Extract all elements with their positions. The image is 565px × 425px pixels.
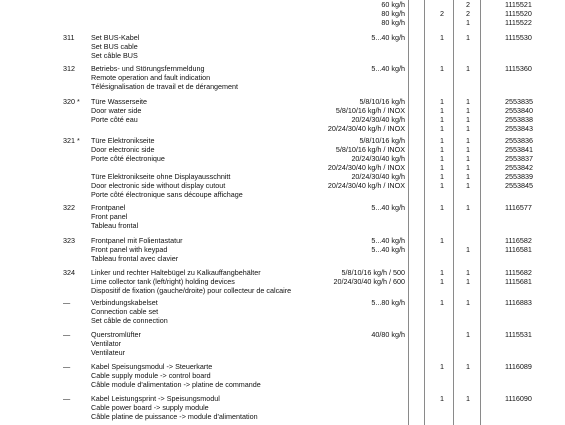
quantity-b: 1	[466, 181, 470, 190]
quantity-b: 2	[466, 0, 470, 9]
quantity-a: 1	[440, 136, 444, 145]
table-row	[0, 268, 565, 277]
specification: 20/24/30/40 kg/h / INOX	[327, 163, 405, 172]
part-number: 1115681	[505, 277, 532, 286]
description: Connection cable set	[91, 307, 159, 316]
part-number: 1116883	[505, 298, 532, 307]
quantity-a: 1	[440, 236, 444, 245]
table-row	[0, 42, 565, 51]
table-row	[0, 286, 565, 295]
table-row	[0, 181, 565, 190]
description: Lime collector tank (left/right) holding devices	[91, 277, 235, 286]
quantity-a: 1	[440, 33, 444, 42]
table-row	[0, 0, 565, 9]
quantity-b: 1	[466, 203, 470, 212]
position-number: 323	[63, 236, 75, 245]
table-row	[0, 348, 565, 357]
quantity-b: 1	[466, 18, 470, 27]
description: Frontpanel	[91, 203, 126, 212]
position-number: 312	[63, 64, 75, 73]
quantity-a: 1	[440, 203, 444, 212]
part-number: 1116581	[505, 245, 532, 254]
specification: 80 kg/h	[381, 18, 405, 27]
quantity-a: 1	[440, 124, 444, 133]
table-row	[0, 371, 565, 380]
description: Door water side	[91, 106, 142, 115]
table-row	[0, 33, 565, 42]
description: Querstromlüfter	[91, 330, 141, 339]
description: Linker und rechter Haltebügel zu Kalkauffangbehälter	[91, 268, 261, 277]
description: Door electronic side	[91, 145, 155, 154]
quantity-a: 1	[440, 394, 444, 403]
table-row	[0, 124, 565, 133]
part-number: 2553843	[505, 124, 533, 133]
position-number: —	[63, 330, 71, 339]
specification: 20/24/30/40 kg/h / 600	[333, 277, 405, 286]
quantity-a: 1	[440, 172, 444, 181]
quantity-b: 1	[466, 245, 470, 254]
quantity-b: 1	[466, 330, 470, 339]
quantity-b: 1	[466, 394, 470, 403]
description: Télésignalisation de travail et de dérangement	[91, 82, 239, 91]
description: Front panel with keypad	[91, 245, 168, 254]
description: Set BUS cable	[91, 42, 138, 51]
part-number: 2553841	[505, 145, 533, 154]
table-row	[0, 277, 565, 286]
description: Porte côté eau	[91, 115, 138, 124]
part-number: 2553842	[505, 163, 533, 172]
part-number: 2553838	[505, 115, 533, 124]
table-row	[0, 212, 565, 221]
quantity-b: 1	[466, 124, 470, 133]
specification: 40/80 kg/h	[371, 330, 405, 339]
part-number: 1115360	[505, 64, 532, 73]
quantity-b: 1	[466, 277, 470, 286]
table-row	[0, 136, 565, 145]
specification: 20/24/30/40 kg/h	[351, 172, 405, 181]
specification: 5...40 kg/h	[371, 203, 405, 212]
position-number: —	[63, 298, 71, 307]
description: Porte côté électronique sans découpe affichage	[91, 190, 243, 199]
position-number: 322	[63, 203, 75, 212]
specification: 20/24/30/40 kg/h	[351, 115, 405, 124]
table-row	[0, 221, 565, 230]
table-row	[0, 190, 565, 199]
quantity-b: 1	[466, 33, 470, 42]
table-row	[0, 145, 565, 154]
specification: 5/8/10/16 kg/h / INOX	[335, 145, 405, 154]
quantity-a: 1	[440, 154, 444, 163]
quantity-a: 1	[440, 181, 444, 190]
part-number: 2553840	[505, 106, 533, 115]
table-row	[0, 115, 565, 124]
table-row	[0, 307, 565, 316]
description: Betriebs- und Störungsfernmeldung	[91, 64, 205, 73]
specification: 20/24/30/40 kg/h / INOX	[327, 181, 405, 190]
description: Set câble BUS	[91, 51, 138, 60]
table-row	[0, 64, 565, 73]
table-row	[0, 412, 565, 421]
description: Ventilateur	[91, 348, 125, 357]
description: Câble platine de puissance -> module d'alimentation	[91, 412, 258, 421]
position-number: 321 *	[63, 136, 80, 145]
quantity-a: 1	[440, 362, 444, 371]
quantity-a: 1	[440, 298, 444, 307]
table-row	[0, 339, 565, 348]
specification: 5/8/10/16 kg/h / 500	[341, 268, 405, 277]
specification: 5/8/10/16 kg/h	[359, 97, 405, 106]
description: Set BUS-Kabel	[91, 33, 140, 42]
table-row	[0, 330, 565, 339]
table-row	[0, 203, 565, 212]
table-row	[0, 316, 565, 325]
quantity-b: 1	[466, 268, 470, 277]
description: Cable supply module -> control board	[91, 371, 211, 380]
part-number: 1115520	[505, 9, 532, 18]
table-row	[0, 254, 565, 263]
position-number: —	[63, 362, 71, 371]
description: Set câble de connection	[91, 316, 168, 325]
part-number: 2553835	[505, 97, 533, 106]
quantity-a: 1	[440, 97, 444, 106]
quantity-a: 1	[440, 106, 444, 115]
quantity-b: 1	[466, 172, 470, 181]
part-number: 1116577	[505, 203, 532, 212]
description: Türe Wasserseite	[91, 97, 148, 106]
quantity-b: 2	[466, 9, 470, 18]
table-row	[0, 245, 565, 254]
specification: 20/24/30/40 kg/h / INOX	[327, 124, 405, 133]
description: Ventilator	[91, 339, 121, 348]
description: Türe Elektronikseite	[91, 136, 155, 145]
quantity-a: 1	[440, 277, 444, 286]
table-row	[0, 403, 565, 412]
quantity-b: 1	[466, 64, 470, 73]
quantity-b: 1	[466, 163, 470, 172]
specification: 5...80 kg/h	[371, 298, 405, 307]
specification: 5...40 kg/h	[371, 33, 405, 42]
part-number: 1115521	[505, 0, 532, 9]
description: Kabel Speisungsmodul -> Steuerkarte	[91, 362, 213, 371]
description: Dispositif de fixation (gauche/droite) pour collecteur de calcaire	[91, 286, 292, 295]
quantity-b: 1	[466, 115, 470, 124]
description: Remote operation and fault indication	[91, 73, 211, 82]
table-row	[0, 51, 565, 60]
table-row	[0, 9, 565, 18]
quantity-b: 1	[466, 298, 470, 307]
part-number: 2553845	[505, 181, 533, 190]
quantity-b: 1	[466, 106, 470, 115]
part-number: 1116582	[505, 236, 532, 245]
table-row	[0, 73, 565, 82]
table-row	[0, 380, 565, 389]
description: Tableau frontal	[91, 221, 139, 230]
part-number: 1116090	[505, 394, 532, 403]
quantity-a: 2	[440, 9, 444, 18]
quantity-b: 1	[466, 97, 470, 106]
table-row	[0, 394, 565, 403]
part-number: 1115522	[505, 18, 532, 27]
part-number: 2553836	[505, 136, 533, 145]
quantity-a: 1	[440, 268, 444, 277]
specification: 80 kg/h	[381, 9, 405, 18]
specification: 5...40 kg/h	[371, 245, 405, 254]
description: Door electronic side without display cutout	[91, 181, 226, 190]
table-row	[0, 236, 565, 245]
quantity-b: 1	[466, 136, 470, 145]
part-number: 1115530	[505, 33, 532, 42]
quantity-a: 1	[440, 145, 444, 154]
position-number: 324	[63, 268, 75, 277]
quantity-a: 1	[440, 115, 444, 124]
specification: 5...40 kg/h	[371, 64, 405, 73]
table-row	[0, 163, 565, 172]
table-row	[0, 97, 565, 106]
table-row	[0, 298, 565, 307]
part-number: 1115531	[505, 330, 532, 339]
description: Porte côté électronique	[91, 154, 165, 163]
table-row	[0, 154, 565, 163]
part-number: 2553837	[505, 154, 533, 163]
specification: 5...40 kg/h	[371, 236, 405, 245]
part-number: 1115682	[505, 268, 532, 277]
description: Türe Elektronikseite ohne Displayausschnitt	[91, 172, 231, 181]
position-number: 311	[63, 33, 75, 42]
description: Tableau frontal avec clavier	[91, 254, 179, 263]
part-number: 2553839	[505, 172, 533, 181]
position-number: 320 *	[63, 97, 80, 106]
table-row	[0, 82, 565, 91]
table-row	[0, 172, 565, 181]
specification: 5/8/10/16 kg/h	[359, 136, 405, 145]
quantity-b: 1	[466, 154, 470, 163]
specification: 5/8/10/16 kg/h / INOX	[335, 106, 405, 115]
specification: 60 kg/h	[381, 0, 405, 9]
part-number: 1116089	[505, 362, 532, 371]
description: Front panel	[91, 212, 128, 221]
description: Cable power board -> supply module	[91, 403, 209, 412]
description: Câble module d'alimentation -> platine de commande	[91, 380, 261, 389]
quantity-b: 1	[466, 145, 470, 154]
quantity-a: 1	[440, 163, 444, 172]
table-row	[0, 106, 565, 115]
table-row	[0, 362, 565, 371]
description: Verbindungskabelset	[91, 298, 158, 307]
position-number: —	[63, 394, 71, 403]
specification: 20/24/30/40 kg/h	[351, 154, 405, 163]
quantity-b: 1	[466, 362, 470, 371]
description: Frontpanel mit Folientastatur	[91, 236, 183, 245]
description: Kabel Leistungsprint -> Speisungsmodul	[91, 394, 220, 403]
table-row	[0, 18, 565, 27]
quantity-a: 1	[440, 64, 444, 73]
